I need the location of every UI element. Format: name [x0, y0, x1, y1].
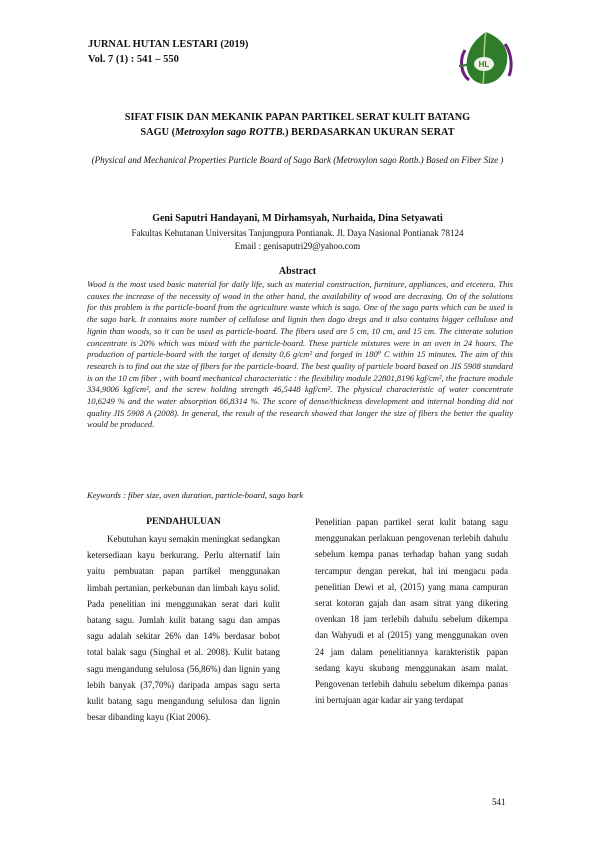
journal-volume: Vol. 7 (1) : 541 – 550 [88, 54, 179, 65]
right-column [315, 514, 508, 708]
affiliation: Fakultas Kehutanan Universitas Tanjungpura Pontianak. Jl. Daya Nasional Pontianak 78124 [131, 228, 464, 238]
right-column-text: Penelitian papan partikel serat kulit batang sagu menggunakan perlakuan pengovenan terlebih dahulu sebelum kempa panas terhadap bahan yang sudah tercampur dengan perekat, hal ini mengacu pada penelitian Dewi et al, (2015) yang mana campuran serat kotoran gajah dan asam sitrat yang dikering ovenkan 18 jam terlebih dahulu sebelum dikempa dan Wahyudi et al (2015) yang menggunakan oven 24 jam dalam penelitiannya karakteristik papan sedang kayu skubang menggunakan asam malat. Pengovenan terlebih dahulu sebelum dikempa panas ini bertujuan agar kadar air yang terdapat [315, 517, 508, 706]
journal-name: JURNAL HUTAN LESTARI (2019) [88, 39, 249, 50]
svg-text:HL: HL [478, 60, 490, 69]
journal-logo-icon [455, 26, 517, 90]
author-list: Geni Saputri Handayani, M Dirhamsyah, Nurhaida, Dina Setyawati [152, 213, 443, 224]
abstract-heading: Abstract [278, 266, 317, 277]
left-column-text: Kebutuhan kayu semakin meningkat sedangkan ketersediaan kayu berkurang. Perlu alternatif lain yaitu pembuatan papan partikel menggunakan limbah pertanian, perkebunan dan limbah kayu solid. Pada penelitian ini menggunakan serat dari kulit batang sagu. Jumlah kulit batang sagu dan ampas sagu adalah sekitar 26% dan 14% berdasar bobot total balak sagu (Singhal et al. 2008). Kulit batang sagu mengandung selulosa (56,86%) dan lignin yang lebih banyak (37,70%) daripada ampas sagu serta kulit batang sagu mengandung selulosa dan lignin besar dibanding kayu (Kiat 2006). [87, 534, 280, 723]
section-heading: PENDAHULUAN [146, 516, 221, 527]
english-title: (Physical and Mechanical Properties Particle Board of Sago Bark (Metroxylon sago Rottb.) Based on Fiber Size ) [91, 155, 504, 165]
abstract-text: Wood is the most used basic material for daily life, such as material construction, furniture, appliances, and etcetera. This causes the increase of the necessity of wood in the other hand, the availability of wood are decrasing. On of the solutions for this problem is the particle-board from the agriculture waste which is sago. One of the sago parts which can be used is the sago bark. It contains more number of cellulose and lignin then dago dregs and it also contains bigger cellulose and lignin than woods, so it can be used as particle-board. The fibers used are 5 cm, 10 cm, and 15 cm. The citterate solution concentrate is 20% which was mixed with the particle-board. These particle mixtures were in an oven in 24 hours. The production of particle-board with the target of density 0,6 g/cm² and forged in 180⁰ C within 15 minutes. The aim of this research is to find out the size of fibers for the particle-board. The best quality of particle board based on JIS 5908 standard is on the 10 cm fiber , with board mechanical characteristic : the flexibility module 22801,8196 kgf/cm², the fracture module 334,9006 kgf/cm², and the screw holding strength 46,5448 kgf/cm². The physical characteristic of water concentrate 10,6249 % and the water absorption 66,8314 %. The score of dense/thickness development and internal bonding did not quality JIS 5908 A (2008). In general, the result of the research showed that longer the size of fibers the better the quality would be produced. [87, 279, 513, 430]
left-column [87, 514, 280, 725]
page-number: 541 [492, 797, 506, 807]
affiliation-block [70, 227, 525, 252]
title-line-1: SIFAT FISIK DAN MEKANIK PAPAN PARTIKEL SERAT KULIT BATANG [124, 112, 471, 123]
keywords: Keywords : fiber size, oven duration, particle-board, sago bark [87, 490, 304, 500]
title-line-2: SAGU (Metroxylon sago ROTTB.) BERDASARKAN UKURAN SERAT [140, 127, 455, 138]
journal-header [88, 37, 248, 67]
article-title [70, 110, 525, 140]
email: Email : genisaputri29@yahoo.com [234, 240, 361, 251]
